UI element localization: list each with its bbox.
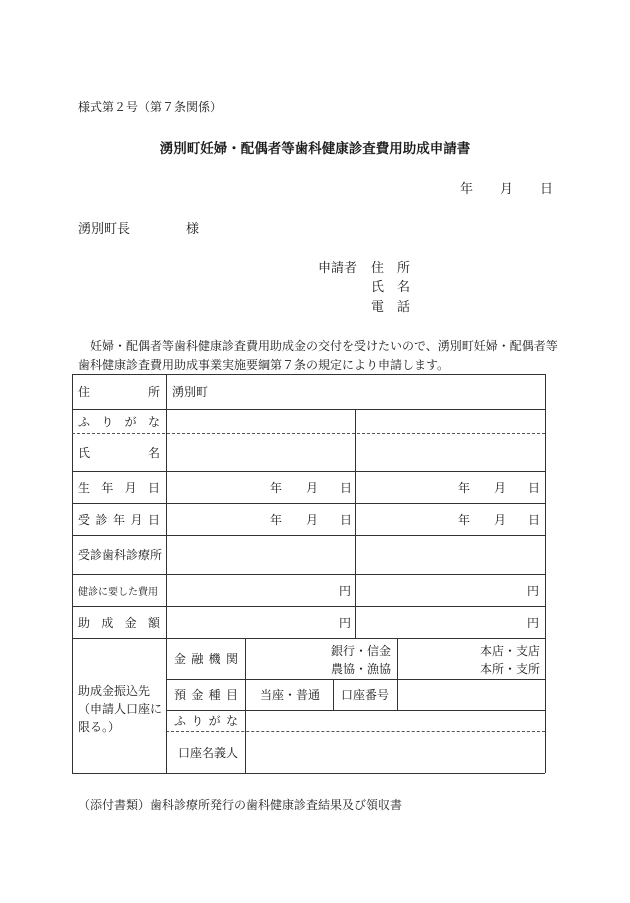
subsidy-yen-unit-1: 円	[339, 615, 352, 630]
page-title: 湧別町妊婦・配偶者等歯科健康診査費用助成申請書	[159, 141, 471, 157]
birth-day-unit-1: 日	[340, 480, 353, 495]
birth-year-unit-2: 年	[458, 480, 471, 495]
account-holder-label: 口座名義人	[178, 745, 239, 760]
exam-day-unit-1: 日	[340, 512, 353, 527]
intro-text-line1: 妊婦・配偶者等歯科健康診査費用助成金の交付を受けたいので、湧別町妊婦・配偶者等	[90, 339, 558, 353]
clinic-field-2[interactable]	[356, 535, 544, 574]
applicant-label: 申請者	[318, 261, 358, 276]
branch-type-options-1[interactable]: 本店・支店	[480, 644, 541, 658]
account-holder-field[interactable]	[246, 731, 544, 773]
exam-year-unit-1: 年	[270, 512, 283, 527]
bank-label: 金 融 機 関	[174, 652, 238, 666]
transfer-label: 助成金振込先	[78, 684, 151, 698]
date-day: 日	[540, 182, 554, 197]
bank-type-options-2[interactable]: 農協・漁協	[331, 662, 392, 676]
row-label-exam-date: 受 診 年 月 日	[78, 512, 160, 527]
row-label-address: 住 所	[78, 385, 160, 399]
transfer-label-note-end: 限る。）	[78, 720, 121, 734]
branch-type-options-2[interactable]: 本所・支所	[480, 662, 541, 676]
bank-type-options-1[interactable]: 銀行・信金	[331, 644, 392, 658]
name-field-2[interactable]	[356, 433, 544, 471]
row-label-subsidy: 助 成 金 額	[78, 615, 160, 630]
addressee-honorific: 様	[186, 222, 200, 237]
applicant-address-label: 住 所	[371, 261, 411, 276]
address-value[interactable]: 湧別町	[172, 385, 209, 399]
row-label-furigana: ふ り が な	[78, 414, 160, 429]
exam-month-unit-2: 月	[494, 512, 507, 527]
exam-month-unit-1: 月	[306, 512, 319, 527]
form-number: 様式第２号（第７条関係）	[78, 100, 223, 114]
row-label-name: 氏 名	[78, 445, 160, 460]
intro-text-line2: 歯科健康診査費用助成事業実施要綱第７条の規定により申請します。	[78, 358, 450, 372]
date-month: 月	[500, 182, 514, 197]
account-number-label: 口座番号	[341, 688, 390, 702]
account-furigana-field[interactable]	[246, 710, 544, 731]
date-year: 年	[460, 182, 474, 197]
subsidy-yen-unit-2: 円	[527, 615, 540, 630]
exam-year-unit-2: 年	[458, 512, 471, 527]
applicant-phone-label: 電 話	[371, 300, 411, 315]
furigana-field-1[interactable]	[167, 409, 354, 433]
birth-month-unit-1: 月	[306, 480, 319, 495]
cost-yen-unit-1: 円	[339, 583, 352, 598]
clinic-field-1[interactable]	[167, 535, 354, 574]
addressee: 湧別町長	[78, 222, 131, 237]
account-number-field[interactable]	[398, 679, 544, 710]
row-label-exam-cost: 健診に要した費用	[78, 586, 158, 598]
transfer-label-note: （申請人口座に	[78, 702, 163, 716]
row-label-birthdate: 生 年 月 日	[78, 480, 160, 495]
birth-month-unit-2: 月	[494, 480, 507, 495]
exam-day-unit-2: 日	[528, 512, 541, 527]
birth-year-unit-1: 年	[270, 480, 283, 495]
cost-yen-unit-2: 円	[527, 583, 540, 598]
name-field-1[interactable]	[167, 433, 354, 471]
applicant-name-label: 氏 名	[371, 280, 411, 295]
row-label-clinic: 受診歯科診療所	[78, 548, 163, 562]
furigana-field-2[interactable]	[356, 409, 544, 433]
birth-day-unit-2: 日	[528, 480, 541, 495]
deposit-type-options[interactable]: 当座・普通	[260, 688, 321, 702]
account-furigana-label: ふ り が な	[174, 714, 238, 728]
attachment-note: （添付書類）歯科診療所発行の歯科健康診査結果及び領収書	[78, 798, 403, 812]
deposit-type-label: 預 金 種 目	[174, 688, 238, 702]
